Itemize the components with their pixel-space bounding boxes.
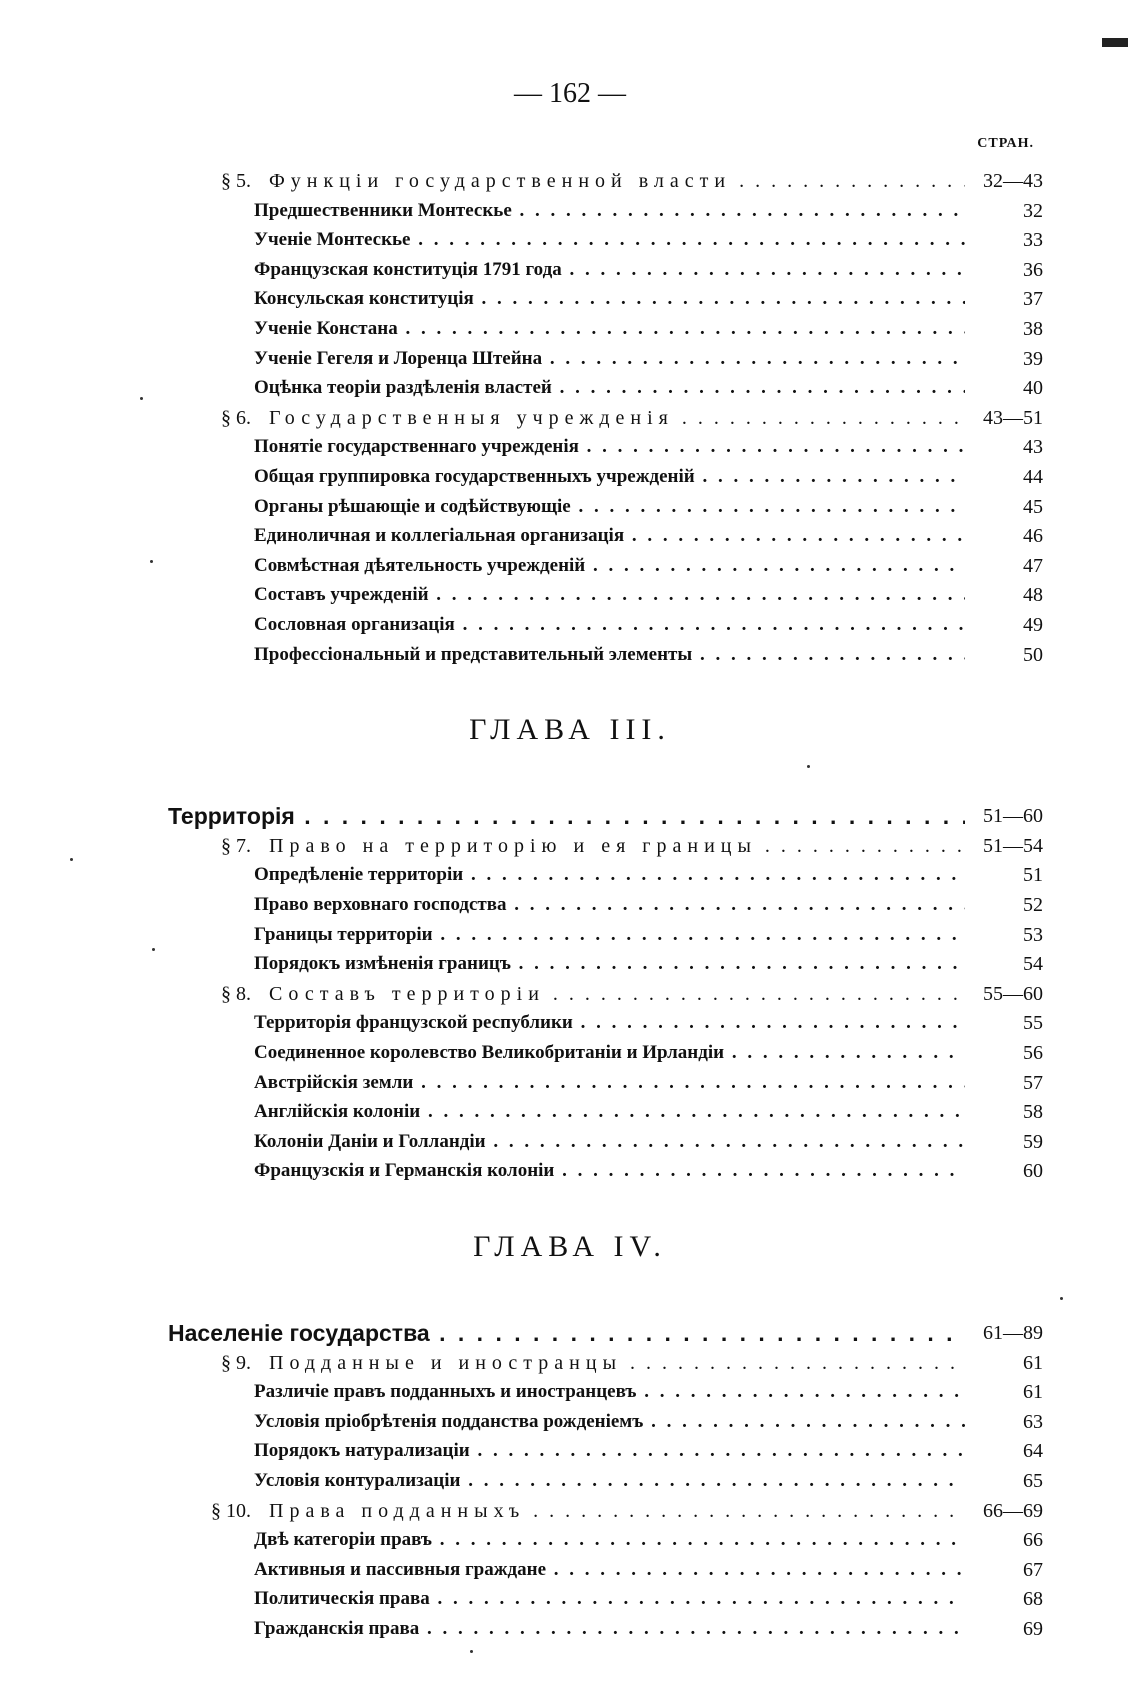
entry-title: Понятіе государственнаго учрежденія . . . <box>254 432 965 462</box>
entry-title: Порядокъ измѣненія границъ . . . <box>254 949 965 979</box>
page-reference: 68 <box>965 1584 1043 1614</box>
entry-title: Сословная организація . . . <box>254 610 965 640</box>
toc-section-row <box>187 979 1043 1009</box>
toc-entry-row <box>187 521 1043 551</box>
page-reference: 61 <box>965 1377 1043 1407</box>
page-reference: 51—54 <box>965 831 1043 861</box>
section-number: § 10. <box>211 1499 251 1522</box>
page-reference: 32—43 <box>965 166 1043 196</box>
entry-title: Право верховнаго господства . . . <box>254 890 965 920</box>
toc-section-row <box>187 1496 1043 1526</box>
entry-title: Населеніе государства . . . <box>168 1318 965 1348</box>
toc-entry-row <box>187 1407 1043 1437</box>
toc-entry-row <box>187 551 1043 581</box>
entry-title: Функціи государственной власти . . . <box>269 166 965 196</box>
page-reference: 51—60 <box>965 801 1043 831</box>
toc-entry-row <box>187 462 1043 492</box>
page-reference: 67 <box>965 1555 1043 1585</box>
print-speck <box>807 765 810 768</box>
section-number: § 7. <box>221 834 251 857</box>
entry-title: Единоличная и коллегіальная организація . . . <box>254 521 965 551</box>
page-reference: 51 <box>965 860 1043 890</box>
toc-entry-row <box>187 1614 1043 1644</box>
page-reference: 57 <box>965 1068 1043 1098</box>
toc-entry-row <box>187 344 1043 374</box>
entry-title: Различіе правъ подданныхъ и иностранцевъ . . . <box>254 1377 965 1407</box>
toc-part-row <box>0 1318 1043 1348</box>
entry-title: Общая группировка государственныхъ учрежденій . . . <box>254 462 965 492</box>
toc-entry-row <box>187 1127 1043 1157</box>
page-reference: 55—60 <box>965 979 1043 1009</box>
page-reference: 60 <box>965 1156 1043 1186</box>
page-reference: 61 <box>965 1348 1043 1378</box>
toc-section-row <box>187 831 1043 861</box>
page-reference: 66 <box>965 1525 1043 1555</box>
corner-ink-mark <box>1102 38 1128 47</box>
pages-column-header: СТРАН. <box>977 136 1034 151</box>
page-reference: 47 <box>965 551 1043 581</box>
toc-entry-row <box>187 860 1043 890</box>
entry-title: Опредѣленіе территоріи . . . <box>254 860 965 890</box>
print-speck <box>470 1650 473 1653</box>
entry-title: Ученіе Констана . . . <box>254 314 965 344</box>
section-number: § 9. <box>221 1351 251 1374</box>
page-reference: 61—89 <box>965 1318 1043 1348</box>
print-speck <box>150 560 153 563</box>
entry-title: Ученіе Монтескье . . . <box>254 225 965 255</box>
toc-entry-row <box>187 255 1043 285</box>
entry-title: Предшественники Монтескье . . . <box>254 196 965 226</box>
page-reference: 69 <box>965 1614 1043 1644</box>
page-reference: 32 <box>965 196 1043 226</box>
entry-title: Политическія права . . . <box>254 1584 965 1614</box>
toc-entry-row <box>187 580 1043 610</box>
entry-title: Условія контурализаціи . . . <box>254 1466 965 1496</box>
page-reference: 52 <box>965 890 1043 920</box>
page-reference: 36 <box>965 255 1043 285</box>
entry-title: Активныя и пассивныя граждане . . . <box>254 1555 965 1585</box>
entry-title: Составъ территоріи . . . <box>269 979 965 1009</box>
page-reference: 43 <box>965 432 1043 462</box>
entry-title: Французская конституція 1791 года . . . <box>254 255 965 285</box>
toc-entry-row <box>187 1038 1043 1068</box>
print-speck <box>1060 1297 1063 1300</box>
page-reference: 39 <box>965 344 1043 374</box>
page-reference: 49 <box>965 610 1043 640</box>
page-reference: 46 <box>965 521 1043 551</box>
entry-title: Границы территоріи . . . <box>254 920 965 950</box>
toc-entry-row <box>187 1584 1043 1614</box>
toc-entry-row <box>187 610 1043 640</box>
toc-entry-row <box>187 492 1043 522</box>
toc-section-row <box>187 166 1043 196</box>
entry-title: Составъ учрежденій . . . <box>254 580 965 610</box>
toc-entry-row <box>187 284 1043 314</box>
page-reference: 50 <box>965 640 1043 670</box>
page-reference: 37 <box>965 284 1043 314</box>
print-speck <box>140 397 143 400</box>
page-reference: 54 <box>965 949 1043 979</box>
chapter-heading: ГЛАВА IV. <box>473 1230 667 1263</box>
page-number: — 162 — <box>514 78 626 109</box>
toc-entry-row <box>187 432 1043 462</box>
entry-title: Права подданныхъ . . . <box>269 1496 965 1526</box>
toc-entry-row <box>187 949 1043 979</box>
toc-section-row <box>187 1348 1043 1378</box>
entry-title: Органы рѣшающіе и содѣйствующіе . . . <box>254 492 965 522</box>
page-reference: 59 <box>965 1127 1043 1157</box>
entry-title: Соединенное королевство Великобританіи и Ирландіи . . . <box>254 1038 965 1068</box>
entry-title: Колоніи Даніи и Голландіи . . . <box>254 1127 965 1157</box>
chapter-heading: ГЛАВА III. <box>469 713 671 747</box>
entry-title: Подданные и иностранцы . . . <box>269 1348 965 1378</box>
print-speck <box>70 858 73 861</box>
entry-title: Оцѣнка теоріи раздѣленія властей . . . <box>254 373 965 403</box>
page-reference: 53 <box>965 920 1043 950</box>
toc-entry-row <box>187 225 1043 255</box>
entry-title: Профессіональный и представительный элементы . . . <box>254 640 965 670</box>
page-reference: 38 <box>965 314 1043 344</box>
toc-entry-row <box>187 1068 1043 1098</box>
toc-entry-row <box>187 920 1043 950</box>
entry-title: Территорія французской республики . . . <box>254 1008 965 1038</box>
entry-title: Французскія и Германскія колоніи . . . <box>254 1156 965 1186</box>
entry-title: Ученіе Гегеля и Лоренца Штейна . . . <box>254 344 965 374</box>
page-reference: 33 <box>965 225 1043 255</box>
entry-title: Двѣ категоріи правъ . . . <box>254 1525 965 1555</box>
page-reference: 44 <box>965 462 1043 492</box>
page-reference: 63 <box>965 1407 1043 1437</box>
toc-entry-row <box>187 1008 1043 1038</box>
toc-entry-row <box>187 1555 1043 1585</box>
page-reference: 56 <box>965 1038 1043 1068</box>
toc-entry-row <box>187 1525 1043 1555</box>
section-number: § 6. <box>221 406 251 429</box>
entry-title: Гражданскія права . . . <box>254 1614 965 1644</box>
toc-entry-row <box>187 1097 1043 1127</box>
toc-entry-row <box>187 314 1043 344</box>
page-reference: 40 <box>965 373 1043 403</box>
entry-title: Право на территорію и ея границы . . . <box>269 831 965 861</box>
page-reference: 58 <box>965 1097 1043 1127</box>
page-reference: 48 <box>965 580 1043 610</box>
page-reference: 43—51 <box>965 403 1043 433</box>
page-reference: 64 <box>965 1436 1043 1466</box>
entry-title: Англійскія колоніи . . . <box>254 1097 965 1127</box>
toc-entry-row <box>187 1377 1043 1407</box>
toc-entry-row <box>187 196 1043 226</box>
section-number: § 8. <box>221 982 251 1005</box>
entry-title: Государственныя учрежденія . . . <box>269 403 965 433</box>
entry-title: Условія пріобрѣтенія подданства рожденіемъ . . . <box>254 1407 965 1437</box>
page-reference: 45 <box>965 492 1043 522</box>
toc-section-row <box>187 403 1043 433</box>
toc-entry-row <box>187 890 1043 920</box>
toc-entry-row <box>187 1156 1043 1186</box>
page-reference: 66—69 <box>965 1496 1043 1526</box>
page-reference: 55 <box>965 1008 1043 1038</box>
page-reference: 65 <box>965 1466 1043 1496</box>
toc-entry-row <box>187 640 1043 670</box>
section-number: § 5. <box>221 170 251 192</box>
toc-entry-row <box>187 1466 1043 1496</box>
print-speck <box>152 948 155 951</box>
entry-title: Совмѣстная дѣятельность учрежденій . . . <box>254 551 965 581</box>
entry-title: Консульская конституція . . . <box>254 284 965 314</box>
entry-title: Порядокъ натурализаціи . . . <box>254 1436 965 1466</box>
toc-part-row <box>0 801 1043 831</box>
entry-title: Австрійскія земли . . . <box>254 1068 965 1098</box>
toc-entry-row <box>187 1436 1043 1466</box>
toc-entry-row <box>187 373 1043 403</box>
entry-title: Территорія . . . <box>168 801 965 831</box>
